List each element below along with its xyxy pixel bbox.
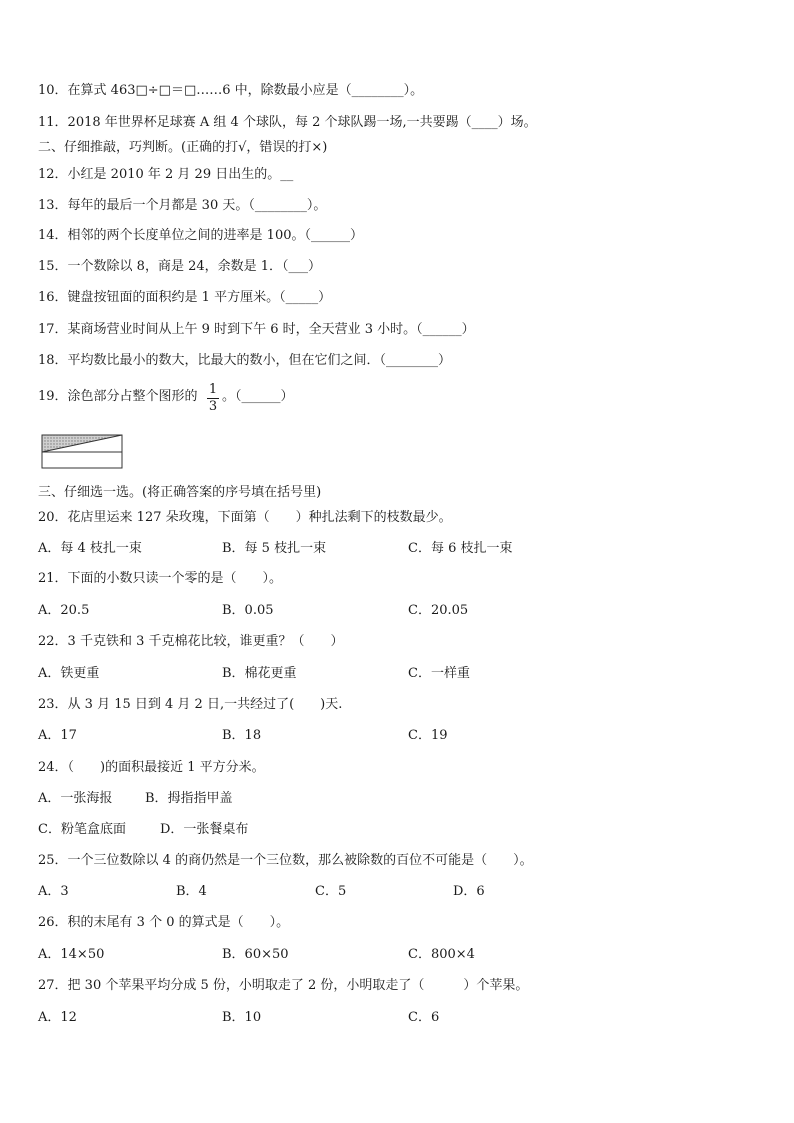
q17-text: 17．某商场营业时间从上午 9 时到下午 6 时，全天营业 3 小时。（______） <box>38 322 475 337</box>
q20-option-c: C．每 6 枝扎一束 <box>408 541 513 556</box>
q21-option-b: B．0.05 <box>222 603 274 618</box>
shaded-rectangle-figure <box>41 434 125 470</box>
q26-option-b: B．60×50 <box>222 947 289 962</box>
q19-fraction <box>206 383 220 414</box>
q25-option-d: D．6 <box>453 884 485 899</box>
q20-option-b: B．每 5 枝扎一束 <box>222 541 327 556</box>
q25-option-c: C．5 <box>315 884 347 899</box>
q25-text: 25．一个三位数除以 4 的商仍然是一个三位数，那么被除数的百位不可能是（ ）。 <box>38 853 533 868</box>
q15-text: 15．一个数除以 8，商是 24，余数是 1．（___） <box>38 259 322 274</box>
q12-text: 12．小红是 2010 年 2 月 29 日出生的。__ <box>38 167 294 182</box>
q25-option-a: A．3 <box>38 884 69 899</box>
q21-option-a: A．20.5 <box>38 603 90 618</box>
q16-text: 16．键盘按钮面的面积约是 1 平方厘米。（_____） <box>38 290 332 305</box>
q23-option-a: A．17 <box>38 728 77 743</box>
q23-text: 23．从 3 月 15 日到 4 月 2 日,一共经过了( )天. <box>38 697 343 712</box>
q24-option-a: A．一张海报 <box>38 791 113 806</box>
q23-option-c: C．19 <box>408 728 448 743</box>
q23-option-b: B．18 <box>222 728 262 743</box>
q25-option-b: B．4 <box>176 884 207 899</box>
q22-text: 22．3 千克铁和 3 千克棉花比较，谁更重？（ ） <box>38 634 344 649</box>
q24-option-d: D．一张餐桌布 <box>160 822 249 837</box>
q13-text: 13．每年的最后一个月都是 30 天。（________）。 <box>38 198 327 213</box>
q24-option-c: C．粉笔盒底面 <box>38 822 126 837</box>
q27-text: 27．把 30 个苹果平均分成 5 份，小明取走了 2 份，小明取走了（ ）个苹果。 <box>38 978 529 993</box>
q22-option-b: B．棉花更重 <box>222 666 297 681</box>
q24-text: 24．（ )的面积最接近 1 平方分米。 <box>38 760 265 775</box>
q21-option-c: C．20.05 <box>408 603 469 618</box>
q14-text: 14．相邻的两个长度单位之间的进率是 100。（______） <box>38 228 363 243</box>
q22-option-a: A．铁更重 <box>38 666 100 681</box>
q24-option-b: B．拇指指甲盖 <box>145 791 233 806</box>
q26-option-c: C．800×4 <box>408 947 475 962</box>
q27-option-a: A．12 <box>38 1010 77 1025</box>
q18-text: 18．平均数比最小的数大，比最大的数小，但在它们之间．（________） <box>38 353 452 368</box>
section3-heading: 三、仔细选一选。(将正确答案的序号填在括号里) <box>38 485 322 500</box>
q21-text: 21．下面的小数只读一个零的是（ ）。 <box>38 571 283 586</box>
q11-text: 11．2018 年世界杯足球赛 A 组 4 个球队，每 2 个球队踢一场,一共要踢（____）场。 <box>38 115 537 130</box>
q27-option-b: B．10 <box>222 1010 262 1025</box>
q20-option-a: A．每 4 枝扎一束 <box>38 541 142 556</box>
q20-text: 20．花店里运来 127 朵玫瑰，下面第（ ）种扎法剩下的枝数最少。 <box>38 510 452 525</box>
q19-text-after: 。（______） <box>222 389 294 404</box>
q26-text: 26．积的末尾有 3 个 0 的算式是（ ）。 <box>38 915 290 930</box>
q19-fraction-numerator: 1 <box>208 382 218 397</box>
section2-heading: 二、仔细推敲，巧判断。(正确的打√，错误的打×) <box>38 140 328 155</box>
q19-text-before: 19．涂色部分占整个图形的 <box>38 389 198 404</box>
q19-fraction-denominator: 3 <box>208 399 218 414</box>
q10-text: 10．在算式 463□÷□＝□……6 中，除数最小应是（________）。 <box>38 83 424 98</box>
q22-option-c: C．一样重 <box>408 666 470 681</box>
q26-option-a: A．14×50 <box>38 947 105 962</box>
q27-option-c: C．6 <box>408 1010 440 1025</box>
